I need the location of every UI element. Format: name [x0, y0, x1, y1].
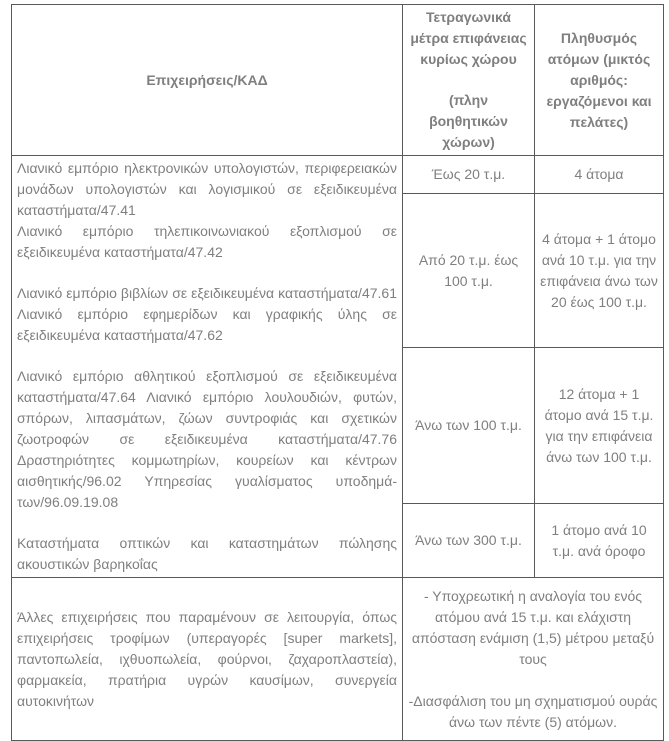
header-sqm-line2: (πλην βοηθητικών χώρων): [429, 92, 508, 150]
population-cell: 12 άτομα + 1 άτομο ανά 15 τ.μ. για την επιφάνεια άνω των 100 τ.μ.: [535, 348, 664, 504]
header-sqm: [403, 5, 535, 156]
header-sqm-line1: Τετραγωνικά μέτρα επιφάνειας κυρίως χώρου: [410, 9, 527, 67]
other-businesses-cell: Άλλες επιχειρήσεις που παραμένουν σε λειτουργία, όπως επιχειρήσεις τροφίμων (υπεραγορές [super markets], παντοπωλεία, ιχθυοπωλεία, φούρνοι, ζαχαροπλαστεία), φαρμακεία, πρατήρια υγρών καυσίμων, συνεργεία αυτοκινήτων: [12, 578, 403, 741]
header-businesses-label: Επιχειρήσεις/ΚΑΔ: [146, 71, 268, 88]
sqm-cell: Άνω των 100 τ.μ.: [403, 348, 535, 504]
header-population: [535, 5, 664, 156]
header-businesses: [12, 5, 403, 156]
population-cell: 1 άτομο ανά 10 τ.μ. ανά όροφο: [535, 504, 664, 578]
business-paragraph: Λιανικό εμπόριο τηλεπικοινωνιακού εξοπλισμού σε εξειδικευμένα καταστήματα/47.42: [17, 223, 397, 260]
population-cell: 4 άτομα: [535, 156, 664, 194]
sqm-cell: Από 20 τ.μ. έως 100 τ.μ.: [403, 194, 535, 348]
businesses-list-cell: [12, 156, 403, 578]
sqm-cell: Άνω των 300 τ.μ.: [403, 504, 535, 578]
header-population-label: Πληθυσμός ατόμων (μικτός αριθμός: εργαζόμενοι και πελάτες): [546, 29, 652, 130]
population-cell: 4 άτομα + 1 άτομο ανά 10 τ.μ. για την επιφάνεια άνω των 20 έως 100 τ.μ.: [535, 194, 664, 348]
header-row: [12, 5, 664, 156]
note-line: - Υποχρεωτική η αναλογία του ενός ατόμου ανά 15 τ.μ. και ελάχιστη απόσταση ενάμιση (1,5) μέτρου μεταξύ τους: [411, 587, 655, 667]
sqm-cell: Έως 20 τ.μ.: [403, 156, 535, 194]
business-paragraph: Λιανικό εμπόριο ηλεκτρονικών υπολογιστών, περιφερειακών μονάδων υπολογιστών και λογισμικού σε εξειδικευμένα καταστήματα/47.41: [17, 160, 397, 218]
table-row: [12, 156, 664, 194]
notes-cell: [403, 578, 664, 741]
business-paragraph: Καταστήματα οπτικών και καταστημάτων πώλησης ακουστικών βαρηκοΐας: [17, 535, 397, 572]
table-row: [12, 578, 664, 741]
business-kad-capacity-table: [11, 4, 664, 741]
business-paragraph: Λιανικό εμπόριο βιβλίων σε εξειδικευμένα καταστήματα/47.61 Λιανικό εμπόριο εφημερίδων και γραφικής ύλης σε εξειδικευμένα καταστήματα/47.62: [17, 285, 397, 343]
note-line: -Διασφάλιση του μη σχηματισμού ουράς άνω των πέντε (5) ατόμων.: [408, 692, 658, 730]
business-paragraph: Λιανικό εμπόριο αθλητικού εξοπλισμού σε εξειδικευμένα καταστήματα/47.64 Λιανικό εμπόριο λουλουδιών, φυτών, σπόρων, λιπασμάτων, ζώων συντροφιάς και σχετικών ζωοτροφών σε εξειδικευμένα καταστήματα/47.76 Δραστηριότητες κομμωτηρίων, κουρείων και κέντρων αισθητικής/96.02 Υπηρεσίας γυαλίσματος υποδημάτων/96.09.19.08: [17, 368, 397, 510]
